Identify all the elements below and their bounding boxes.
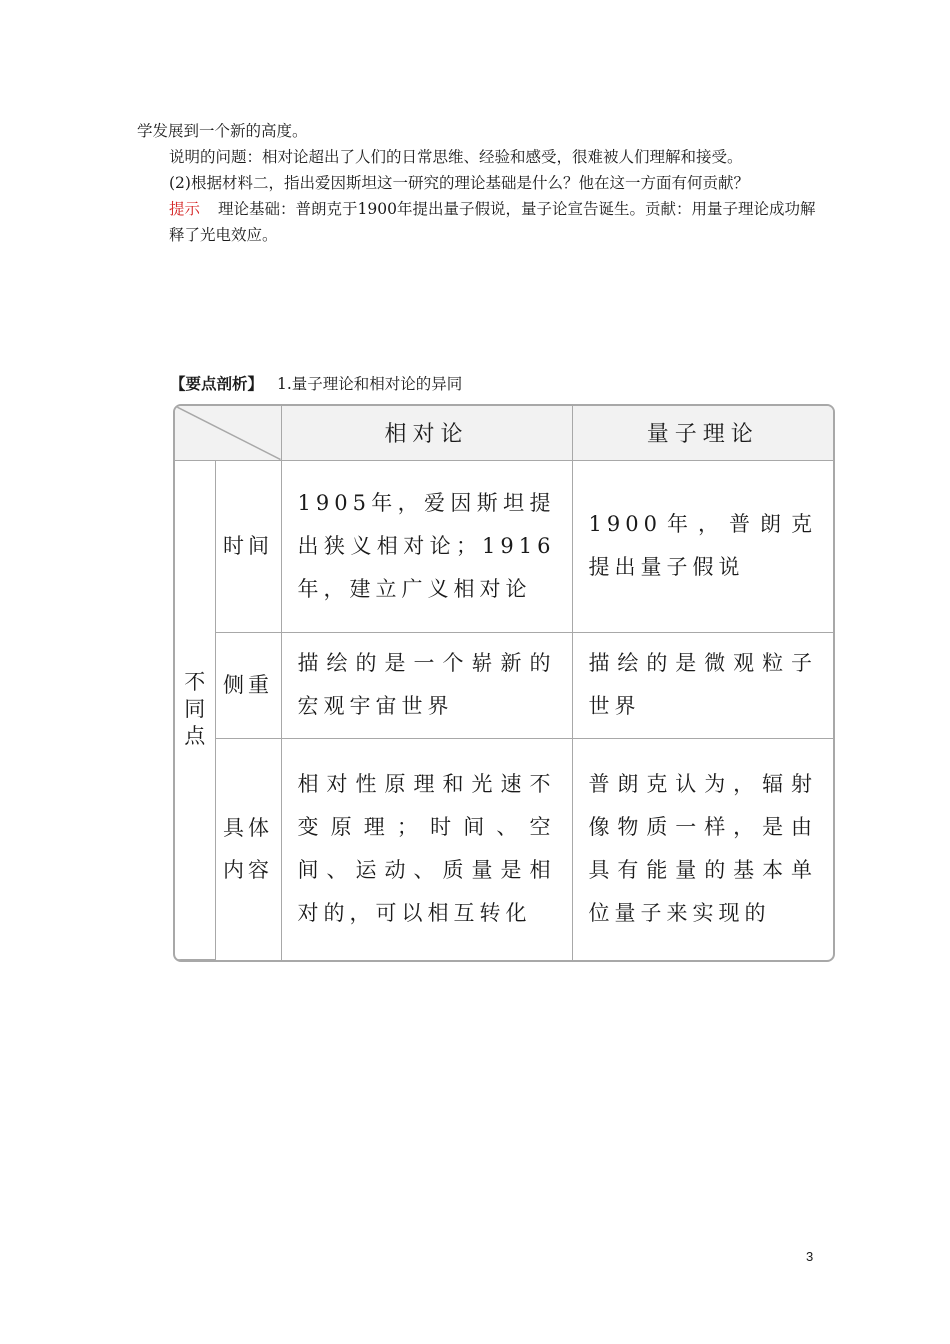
aspect-time: 时间	[215, 460, 281, 632]
intro-line-2: 说明的问题：相对论超出了人们的日常思维、经验和感受，很难被人们理解和接受。	[169, 148, 743, 166]
group-label: 不同点	[184, 670, 206, 749]
table-row	[175, 632, 833, 738]
relativity-content: 相对性原理和光速不变原理；时间、空间、运动、质量是相对的，可以相互转化	[281, 738, 572, 960]
hint-label: 提示	[169, 200, 201, 218]
relativity-focus: 描绘的是一个崭新的宏观宇宙世界	[281, 632, 572, 738]
intro-text	[137, 118, 827, 248]
header-relativity: 相对论	[281, 406, 572, 460]
quantum-content: 普朗克认为，辐射像物质一样，是由具有能量的基本单位量子来实现的	[572, 738, 833, 960]
diagonal-corner-cell	[175, 406, 281, 460]
section-heading	[170, 372, 462, 394]
intro-line-1: 学发展到一个新的高度。	[137, 122, 308, 140]
hint-text: 理论基础：普朗克于1900年提出量子假说，量子论宣告诞生。贡献：用量子理论成功解释了光电效应。	[169, 200, 816, 244]
diagonal-line	[175, 406, 281, 460]
table-row	[175, 738, 833, 960]
group-label-cell	[175, 460, 215, 960]
question-text: (2)根据材料二，指出爱因斯坦这一研究的理论基础是什么？他在这一方面有何贡献？	[169, 174, 749, 192]
section-tag: 【要点剖析】	[170, 374, 264, 393]
quantum-time: 1900年，普朗克提出量子假说	[572, 460, 833, 632]
aspect-focus: 侧重	[215, 632, 281, 738]
comparison-table	[173, 404, 835, 962]
section-title: 1.量子理论和相对论的异同	[277, 375, 463, 393]
page-number: 3	[806, 1249, 814, 1264]
relativity-time: 1905年，爱因斯坦提出狭义相对论；1916年，建立广义相对论	[281, 460, 572, 632]
table-row	[175, 460, 833, 632]
aspect-content: 具体内容	[215, 738, 281, 960]
table-header-row	[175, 406, 833, 460]
hint-paragraph	[137, 196, 827, 248]
quantum-focus: 描绘的是微观粒子世界	[572, 632, 833, 738]
header-quantum: 量子理论	[572, 406, 833, 460]
